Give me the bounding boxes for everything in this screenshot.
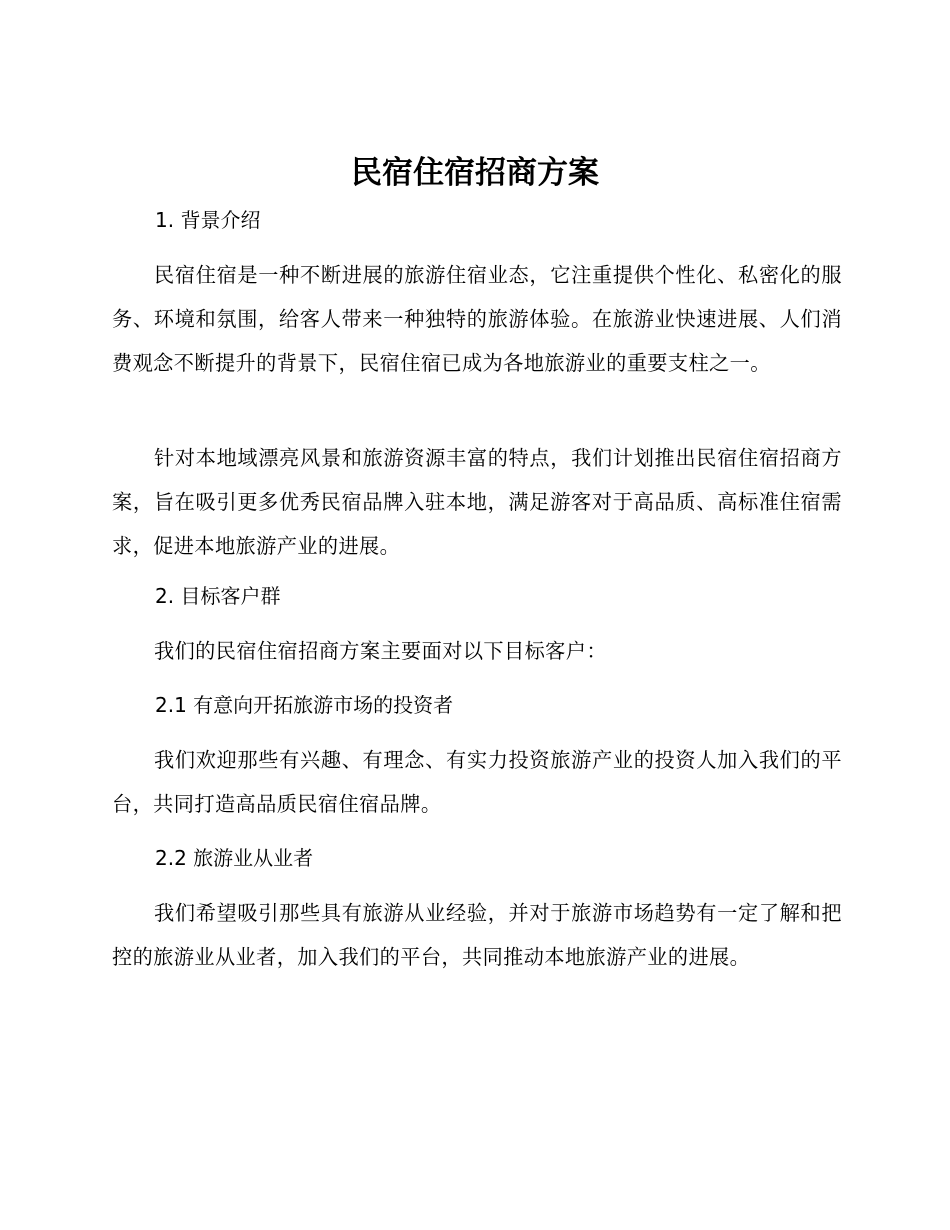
section-heading-practitioners: 2.2 旅游业从业者 <box>155 846 314 870</box>
paragraph-target-intro: 我们的民宿住宿招商方案主要面对以下目标客户： <box>154 639 607 663</box>
section-heading-investors: 2.1 有意向开拓旅游市场的投资者 <box>155 693 454 717</box>
document-title: 民宿住宿招商方案 <box>351 155 599 191</box>
paragraph-background-2: 针对本地域漂亮风景和旅游资源丰富的特点，我们计划推出民宿住宿招商方案，旨在吸引更多优秀民宿品牌入驻本地，满足游客对于高品质、高标准住宿需求，促进本地旅游产业的进展。 <box>112 446 842 558</box>
section-heading-target-customers: 2. 目标客户群 <box>155 584 281 608</box>
paragraph-practitioners: 我们希望吸引那些具有旅游从业经验，并对于旅游市场趋势有一定了解和把控的旅游业从业者，加入我们的平台，共同推动本地旅游产业的进展。 <box>112 901 842 969</box>
paragraph-investors: 我们欢迎那些有兴趣、有理念、有实力投资旅游产业的投资人加入我们的平台，共同打造高品质民宿住宿品牌。 <box>112 748 842 816</box>
section-heading-background: 1. 背景介绍 <box>155 208 261 232</box>
paragraph-background-1: 民宿住宿是一种不断进展的旅游住宿业态，它注重提供个性化、私密化的服务、环境和氛围，给客人带来一种独特的旅游体验。在旅游业快速进展、人们消费观念不断提升的背景下，民宿住宿已成为各地旅游业的重要支柱之一。 <box>112 263 842 375</box>
